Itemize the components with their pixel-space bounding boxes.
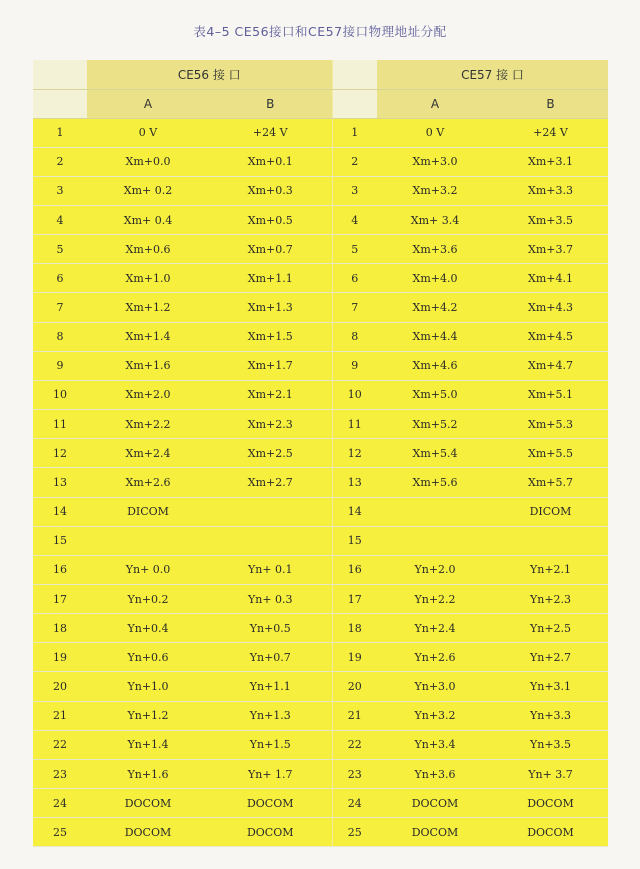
ce56-col-a-cell: Xm+1.0 — [87, 264, 209, 293]
ce56-col-a-cell: DOCOM — [87, 789, 209, 818]
ce56-pin-number: 5 — [33, 235, 87, 264]
ce57-pin-number: 15 — [332, 526, 377, 555]
ce57-col-b-cell: Yn+ 3.7 — [493, 759, 608, 788]
ce57-col-b-cell: Yn+2.3 — [493, 585, 608, 614]
ce57-col-a-cell: Yn+3.2 — [377, 701, 493, 730]
ce57-pin-number: 25 — [332, 818, 377, 847]
ce56-col-a-cell: Yn+1.6 — [87, 759, 209, 788]
ce56-pin-number: 6 — [33, 264, 87, 293]
ce57-col-b-cell: Yn+3.5 — [493, 730, 608, 759]
ce56-col-a-cell: Xm+2.2 — [87, 410, 209, 439]
ce56-col-b-cell: Yn+ 0.1 — [209, 555, 332, 584]
header-group-row — [33, 60, 608, 89]
ce57-col-b-cell: Yn+2.7 — [493, 643, 608, 672]
table-row — [33, 730, 608, 759]
ce57-col-a-cell: Yn+3.0 — [377, 672, 493, 701]
ce57-col-a-cell: Xm+4.2 — [377, 293, 493, 322]
ce57-col-a-cell — [377, 497, 493, 526]
table-row — [33, 264, 608, 293]
ce56-col-a-cell: Yn+0.4 — [87, 614, 209, 643]
ce57-col-a-cell: Xm+5.4 — [377, 439, 493, 468]
ce56-col-a-cell: Xm+1.4 — [87, 322, 209, 351]
ce57-pin-number: 9 — [332, 351, 377, 380]
ce57-pin-number: 8 — [332, 322, 377, 351]
table-row — [33, 672, 608, 701]
ce56-col-b-cell: Xm+0.1 — [209, 147, 332, 176]
ce56-pin-number: 17 — [33, 585, 87, 614]
ce57-col-a-cell: Yn+3.4 — [377, 730, 493, 759]
ce56-col-a-cell: Xm+1.2 — [87, 293, 209, 322]
ce56-col-b-cell: Yn+1.1 — [209, 672, 332, 701]
table-row — [33, 351, 608, 380]
ce57-col-a-cell: 0 V — [377, 118, 493, 147]
ce57-pin-number: 1 — [332, 118, 377, 147]
ce57-col-a-cell: Xm+5.2 — [377, 410, 493, 439]
ce56-col-a-cell: Xm+ 0.2 — [87, 176, 209, 205]
ce56-col-b-cell: DOCOM — [209, 818, 332, 847]
ce56-col-a-cell: Xm+2.4 — [87, 439, 209, 468]
table-row — [33, 293, 608, 322]
ce56-pin-number: 12 — [33, 439, 87, 468]
ce57-pin-number: 21 — [332, 701, 377, 730]
table-row — [33, 410, 608, 439]
ce56-col-b-header: B — [209, 89, 332, 118]
ce57-col-a-cell: Xm+4.0 — [377, 264, 493, 293]
ce56-pin-number: 11 — [33, 410, 87, 439]
ce56-col-b-cell: Yn+1.3 — [209, 701, 332, 730]
table-row — [33, 468, 608, 497]
table-row — [33, 818, 608, 847]
ce57-pin-number: 20 — [332, 672, 377, 701]
table-row — [33, 235, 608, 264]
ce56-col-b-cell: Xm+2.1 — [209, 380, 332, 409]
ce56-pin-number: 15 — [33, 526, 87, 555]
ce57-col-a-cell: Xm+3.0 — [377, 147, 493, 176]
ce57-pin-number: 19 — [332, 643, 377, 672]
ce56-pin-number: 4 — [33, 205, 87, 234]
ce57-col-a-cell: Yn+2.6 — [377, 643, 493, 672]
ce57-pin-number: 5 — [332, 235, 377, 264]
ce56-col-a-cell: Yn+1.0 — [87, 672, 209, 701]
ce57-col-b-cell: DICOM — [493, 497, 608, 526]
table-row — [33, 322, 608, 351]
header-gap — [332, 89, 377, 118]
ce56-pin-number: 21 — [33, 701, 87, 730]
ce57-pin-number: 17 — [332, 585, 377, 614]
ce57-pin-number: 2 — [332, 147, 377, 176]
ce56-col-b-cell — [209, 526, 332, 555]
ce56-col-b-cell: Xm+2.7 — [209, 468, 332, 497]
ce56-col-a-cell — [87, 526, 209, 555]
ce56-col-b-cell: Xm+0.3 — [209, 176, 332, 205]
ce56-col-b-cell: Yn+ 0.3 — [209, 585, 332, 614]
ce57-col-b-cell: Xm+3.1 — [493, 147, 608, 176]
ce56-col-b-cell: Xm+1.1 — [209, 264, 332, 293]
ce56-col-b-cell: Xm+2.3 — [209, 410, 332, 439]
ce56-col-a-cell: 0 V — [87, 118, 209, 147]
ce56-col-a-header: A — [87, 89, 209, 118]
ce57-pin-number: 14 — [332, 497, 377, 526]
ce57-pin-number: 7 — [332, 293, 377, 322]
ce57-col-b-cell: Yn+2.1 — [493, 555, 608, 584]
ce56-col-a-cell: Xm+2.6 — [87, 468, 209, 497]
ce57-col-a-header: A — [377, 89, 493, 118]
ce57-col-b-cell: DOCOM — [493, 789, 608, 818]
header-column-row — [33, 89, 608, 118]
table-row — [33, 205, 608, 234]
table-row — [33, 701, 608, 730]
ce57-col-b-cell: Yn+2.5 — [493, 614, 608, 643]
ce56-pin-number: 24 — [33, 789, 87, 818]
table-row — [33, 118, 608, 147]
ce57-col-b-cell: Xm+4.7 — [493, 351, 608, 380]
ce57-col-a-cell: Xm+3.2 — [377, 176, 493, 205]
ce56-col-a-cell: Xm+0.6 — [87, 235, 209, 264]
header-corner — [33, 89, 87, 118]
ce57-col-b-cell — [493, 526, 608, 555]
ce57-col-b-cell: Xm+5.1 — [493, 380, 608, 409]
ce57-group-header: CE57 接 口 — [377, 60, 608, 89]
table-row — [33, 643, 608, 672]
table-row — [33, 439, 608, 468]
ce57-col-b-cell: Xm+5.3 — [493, 410, 608, 439]
ce57-pin-number: 22 — [332, 730, 377, 759]
ce57-col-b-cell: Xm+3.7 — [493, 235, 608, 264]
ce56-col-b-cell: +24 V — [209, 118, 332, 147]
ce56-col-b-cell: Yn+0.5 — [209, 614, 332, 643]
ce57-col-a-cell: Xm+5.0 — [377, 380, 493, 409]
ce57-pin-number: 4 — [332, 205, 377, 234]
ce56-pin-number: 2 — [33, 147, 87, 176]
ce56-col-a-cell: Yn+0.2 — [87, 585, 209, 614]
ce56-col-b-cell: Xm+0.7 — [209, 235, 332, 264]
ce57-col-a-cell: Yn+3.6 — [377, 759, 493, 788]
ce56-pin-number: 9 — [33, 351, 87, 380]
table-row — [33, 614, 608, 643]
ce56-col-a-cell: Yn+1.4 — [87, 730, 209, 759]
ce56-col-a-cell: Yn+0.6 — [87, 643, 209, 672]
ce56-pin-number: 25 — [33, 818, 87, 847]
ce56-pin-number: 18 — [33, 614, 87, 643]
ce56-pin-number: 8 — [33, 322, 87, 351]
ce57-col-b-cell: Xm+3.5 — [493, 205, 608, 234]
ce56-col-a-cell: Xm+1.6 — [87, 351, 209, 380]
ce57-col-a-cell: Xm+3.6 — [377, 235, 493, 264]
ce56-pin-number: 16 — [33, 555, 87, 584]
ce57-pin-number: 24 — [332, 789, 377, 818]
ce57-pin-number: 10 — [332, 380, 377, 409]
ce56-col-a-cell: DOCOM — [87, 818, 209, 847]
ce56-col-b-cell: Xm+2.5 — [209, 439, 332, 468]
ce57-col-b-cell: Yn+3.1 — [493, 672, 608, 701]
ce56-pin-number: 13 — [33, 468, 87, 497]
ce56-pin-number: 19 — [33, 643, 87, 672]
ce56-col-a-cell: Yn+1.2 — [87, 701, 209, 730]
table-caption: 表4–5 CE56接口和CE57接口物理地址分配 — [193, 24, 447, 39]
ce56-pin-number: 14 — [33, 497, 87, 526]
ce56-col-a-cell: Xm+ 0.4 — [87, 205, 209, 234]
ce57-col-a-cell: Xm+5.6 — [377, 468, 493, 497]
ce56-col-b-cell: Yn+0.7 — [209, 643, 332, 672]
table-row — [33, 147, 608, 176]
ce57-col-b-cell: DOCOM — [493, 818, 608, 847]
ce56-pin-number: 22 — [33, 730, 87, 759]
ce57-col-b-cell: Xm+3.3 — [493, 176, 608, 205]
ce57-col-b-cell: +24 V — [493, 118, 608, 147]
header-gap — [332, 60, 377, 89]
ce56-pin-number: 23 — [33, 759, 87, 788]
ce56-group-header: CE56 接 口 — [87, 60, 332, 89]
ce57-col-b-cell: Xm+4.3 — [493, 293, 608, 322]
ce57-col-b-cell: Xm+4.1 — [493, 264, 608, 293]
header-corner — [33, 60, 87, 89]
ce57-col-a-cell: Xm+ 3.4 — [377, 205, 493, 234]
ce57-col-a-cell: Xm+4.6 — [377, 351, 493, 380]
ce57-col-b-cell: Xm+5.7 — [493, 468, 608, 497]
table-row — [33, 497, 608, 526]
ce57-col-a-cell: Yn+2.4 — [377, 614, 493, 643]
ce56-col-b-cell — [209, 497, 332, 526]
ce56-col-b-cell: Yn+1.5 — [209, 730, 332, 759]
ce56-pin-number: 20 — [33, 672, 87, 701]
ce56-pin-number: 3 — [33, 176, 87, 205]
address-table — [33, 60, 608, 847]
ce57-pin-number: 12 — [332, 439, 377, 468]
ce56-pin-number: 1 — [33, 118, 87, 147]
ce56-pin-number: 10 — [33, 380, 87, 409]
ce57-col-b-cell: Xm+4.5 — [493, 322, 608, 351]
ce57-pin-number: 13 — [332, 468, 377, 497]
ce57-pin-number: 11 — [332, 410, 377, 439]
ce56-col-b-cell: Xm+0.5 — [209, 205, 332, 234]
table-row — [33, 789, 608, 818]
ce56-col-b-cell: DOCOM — [209, 789, 332, 818]
ce56-col-b-cell: Xm+1.7 — [209, 351, 332, 380]
ce56-col-a-cell: Xm+2.0 — [87, 380, 209, 409]
ce57-col-b-cell: Yn+3.3 — [493, 701, 608, 730]
ce57-col-a-cell: Xm+4.4 — [377, 322, 493, 351]
ce57-pin-number: 3 — [332, 176, 377, 205]
table-row — [33, 526, 608, 555]
ce56-col-a-cell: Xm+0.0 — [87, 147, 209, 176]
table-row — [33, 176, 608, 205]
ce57-col-a-cell: Yn+2.2 — [377, 585, 493, 614]
ce57-col-a-cell: Yn+2.0 — [377, 555, 493, 584]
table-row — [33, 555, 608, 584]
ce57-col-a-cell: DOCOM — [377, 818, 493, 847]
ce56-col-b-cell: Xm+1.5 — [209, 322, 332, 351]
table-row — [33, 585, 608, 614]
ce56-col-b-cell: Yn+ 1.7 — [209, 759, 332, 788]
table-row — [33, 759, 608, 788]
table-row — [33, 380, 608, 409]
ce57-pin-number: 18 — [332, 614, 377, 643]
ce56-col-a-cell: Yn+ 0.0 — [87, 555, 209, 584]
ce56-pin-number: 7 — [33, 293, 87, 322]
ce57-pin-number: 6 — [332, 264, 377, 293]
ce57-pin-number: 23 — [332, 759, 377, 788]
ce57-col-a-cell: DOCOM — [377, 789, 493, 818]
ce57-col-a-cell — [377, 526, 493, 555]
ce57-pin-number: 16 — [332, 555, 377, 584]
ce57-col-b-cell: Xm+5.5 — [493, 439, 608, 468]
ce56-col-a-cell: DICOM — [87, 497, 209, 526]
ce57-col-b-header: B — [493, 89, 608, 118]
ce56-col-b-cell: Xm+1.3 — [209, 293, 332, 322]
